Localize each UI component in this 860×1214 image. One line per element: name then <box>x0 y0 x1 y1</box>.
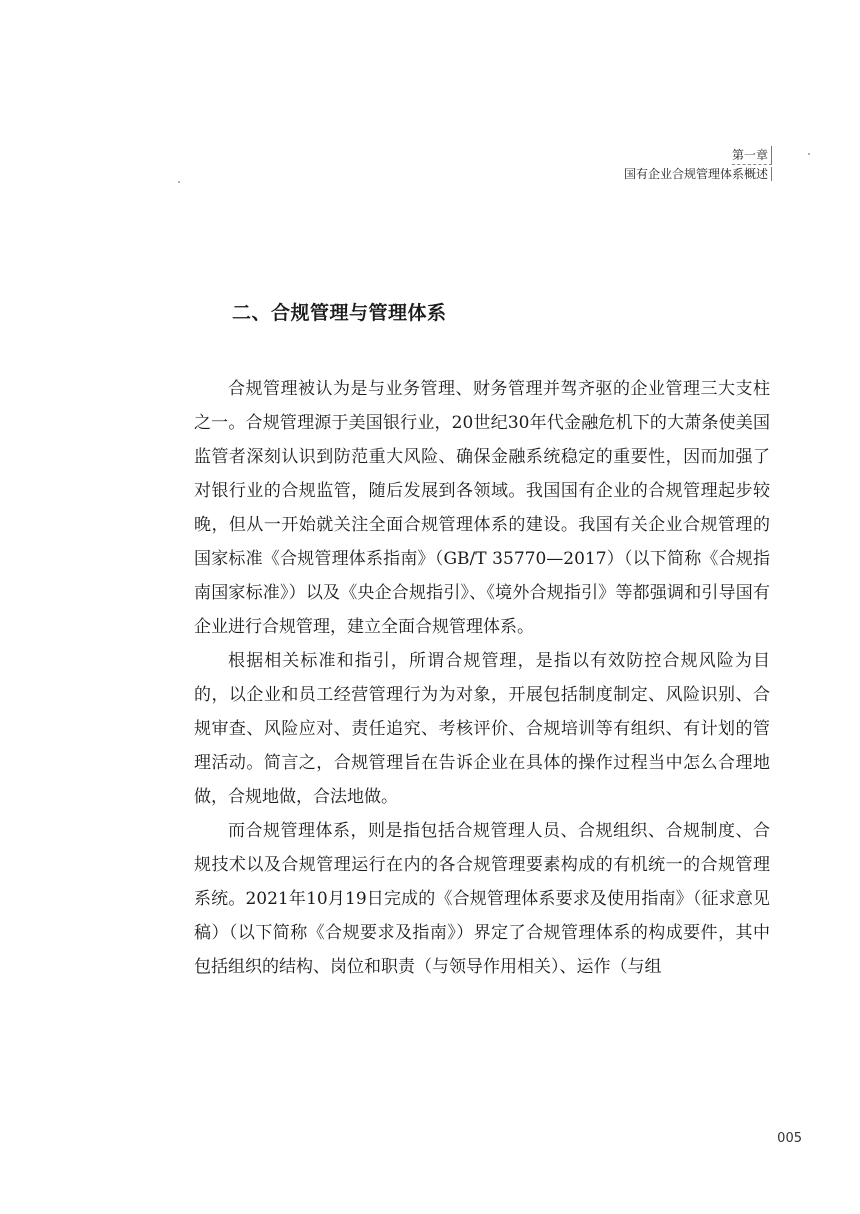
page-number: 005 <box>777 1131 802 1146</box>
scan-speck <box>178 181 180 183</box>
running-head-title: 国有企业合规管理体系概述 <box>624 167 772 181</box>
running-head <box>624 146 772 183</box>
body-text <box>194 372 770 984</box>
paragraph: 合规管理被认为是与业务管理、财务管理并驾齐驱的企业管理三大支柱之一。合规管理源于美国银行业，20世纪30年代金融危机下的大萧条使美国监管者深刻认识到防范重大风险、确保金融系统稳定的重要性，因而加强了对银行业的合规监管，随后发展到各领域。我国国有企业的合规管理起步较晚，但从一开始就关注全面合规管理体系的建设。我国有关企业合规管理的国家标准《合规管理体系指南》（GB/T 35770—2017）（以下简称《合规指南国家标准》）以及《央企合规指引》、《境外合规指引》等都强调和引导国有企业进行合规管理，建立全面合规管理体系。 <box>194 379 770 637</box>
paragraph: 而合规管理体系，则是指包括合规管理人员、合规组织、合规制度、合规技术以及合规管理运行在内的各合规管理要素构成的有机统一的合规管理系统。2021年10月19日完成的《合规管理体系要求及使用指南》（征求意见稿）（以下简称《合规要求及指南》）界定了合规管理体系的构成要件，其中包括组织的结构、岗位和职责（与领导作用相关）、运作（与组 <box>194 821 770 977</box>
running-head-chapter: 第一章 <box>732 146 772 165</box>
section-heading: 二、合规管理与管理体系 <box>232 302 447 324</box>
scan-speck <box>808 153 810 155</box>
paragraph: 根据相关标准和指引，所谓合规管理，是指以有效防控合规风险为目的，以企业和员工经营管理行为为对象，开展包括制度制定、风险识别、合规审查、风险应对、责任追究、考核评价、合规培训等有组织、有计划的管理活动。简言之，合规管理旨在告诉企业在具体的操作过程当中怎么合理地做，合规地做，合法地做。 <box>194 651 770 807</box>
